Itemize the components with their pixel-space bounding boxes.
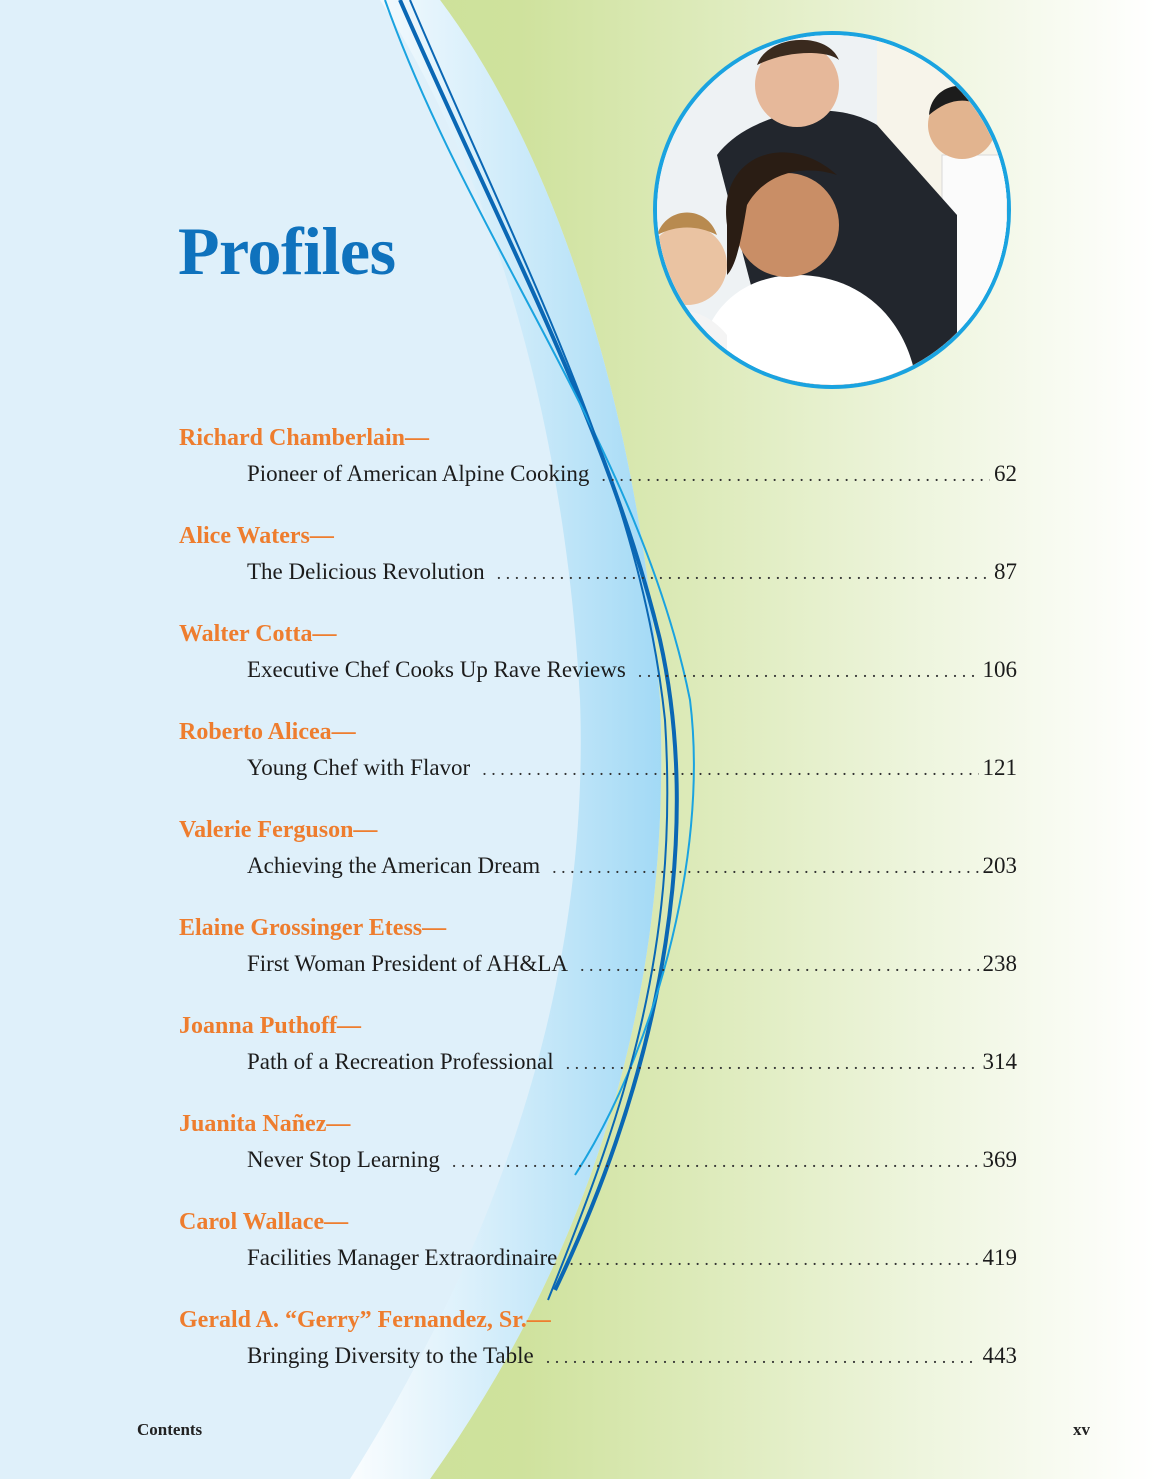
profile-name: Alice Waters— <box>179 523 334 549</box>
dot-leader <box>482 754 978 784</box>
toc-line[interactable] <box>247 1341 1017 1371</box>
page-number: 369 <box>982 1147 1017 1172</box>
profile-name: Roberto Alicea— <box>179 719 356 745</box>
profile-title: First Woman President of AH&LA <box>247 951 568 976</box>
list-item <box>179 619 1017 685</box>
dot-leader <box>552 852 978 882</box>
business-team-photo <box>653 31 1011 389</box>
list-item <box>179 913 1017 979</box>
page-number: 87 <box>994 559 1017 584</box>
dot-leader <box>497 558 990 588</box>
profile-name: Gerald A. “Gerry” Fernandez, Sr.— <box>179 1307 551 1333</box>
list-item <box>179 1207 1017 1273</box>
toc-line[interactable] <box>247 949 1017 979</box>
footer-section-label: Contents <box>137 1420 203 1439</box>
profile-title: Young Chef with Flavor <box>247 755 471 780</box>
page-number: 106 <box>982 657 1017 682</box>
toc-line[interactable] <box>247 655 1017 685</box>
toc-line[interactable] <box>247 459 1017 489</box>
toc-line[interactable] <box>247 851 1017 881</box>
profile-name: Richard Chamberlain— <box>179 425 430 451</box>
dot-leader <box>566 1048 979 1078</box>
list-item <box>179 521 1017 587</box>
page-number: 121 <box>982 755 1017 780</box>
toc-line[interactable] <box>247 1145 1017 1175</box>
profile-title: Path of a Recreation Professional <box>247 1049 554 1074</box>
list-item <box>179 423 1017 489</box>
profile-name: Juanita Nañez— <box>179 1111 351 1137</box>
list-item <box>179 717 1017 783</box>
toc-line[interactable] <box>247 557 1017 587</box>
profile-name: Carol Wallace— <box>179 1209 349 1235</box>
toc-line[interactable] <box>247 1047 1017 1077</box>
page-title: Profiles <box>178 213 396 289</box>
dot-leader <box>452 1146 979 1176</box>
profile-title: The Delicious Revolution <box>247 559 485 584</box>
page-number: 62 <box>994 461 1017 486</box>
list-item <box>179 1305 1017 1371</box>
dot-leader <box>580 950 979 980</box>
dot-leader <box>546 1342 979 1372</box>
profile-name: Valerie Ferguson— <box>179 817 378 843</box>
profile-name: Elaine Grossinger Etess— <box>179 915 447 941</box>
profile-title: Never Stop Learning <box>247 1147 440 1172</box>
list-item <box>179 815 1017 881</box>
page-number: 203 <box>982 853 1017 878</box>
profile-title: Facilities Manager Extraordinaire <box>247 1245 558 1270</box>
page-number: 443 <box>982 1343 1017 1368</box>
toc-line[interactable] <box>247 753 1017 783</box>
dot-leader <box>601 460 990 490</box>
dot-leader <box>638 656 979 686</box>
profile-title: Pioneer of American Alpine Cooking <box>247 461 590 486</box>
list-item <box>179 1109 1017 1175</box>
profile-name: Joanna Puthoff— <box>179 1013 362 1039</box>
footer-page-number: xv <box>1073 1420 1090 1439</box>
page-number: 419 <box>982 1245 1017 1270</box>
list-item <box>179 1011 1017 1077</box>
page-number: 314 <box>982 1049 1017 1074</box>
profile-title: Bringing Diversity to the Table <box>247 1343 534 1368</box>
profile-name: Walter Cotta— <box>179 621 337 647</box>
toc-line[interactable] <box>247 1243 1017 1273</box>
profile-title: Achieving the American Dream <box>247 853 541 878</box>
profile-title: Executive Chef Cooks Up Rave Reviews <box>247 657 626 682</box>
dot-leader <box>569 1244 978 1274</box>
page-number: 238 <box>982 951 1017 976</box>
